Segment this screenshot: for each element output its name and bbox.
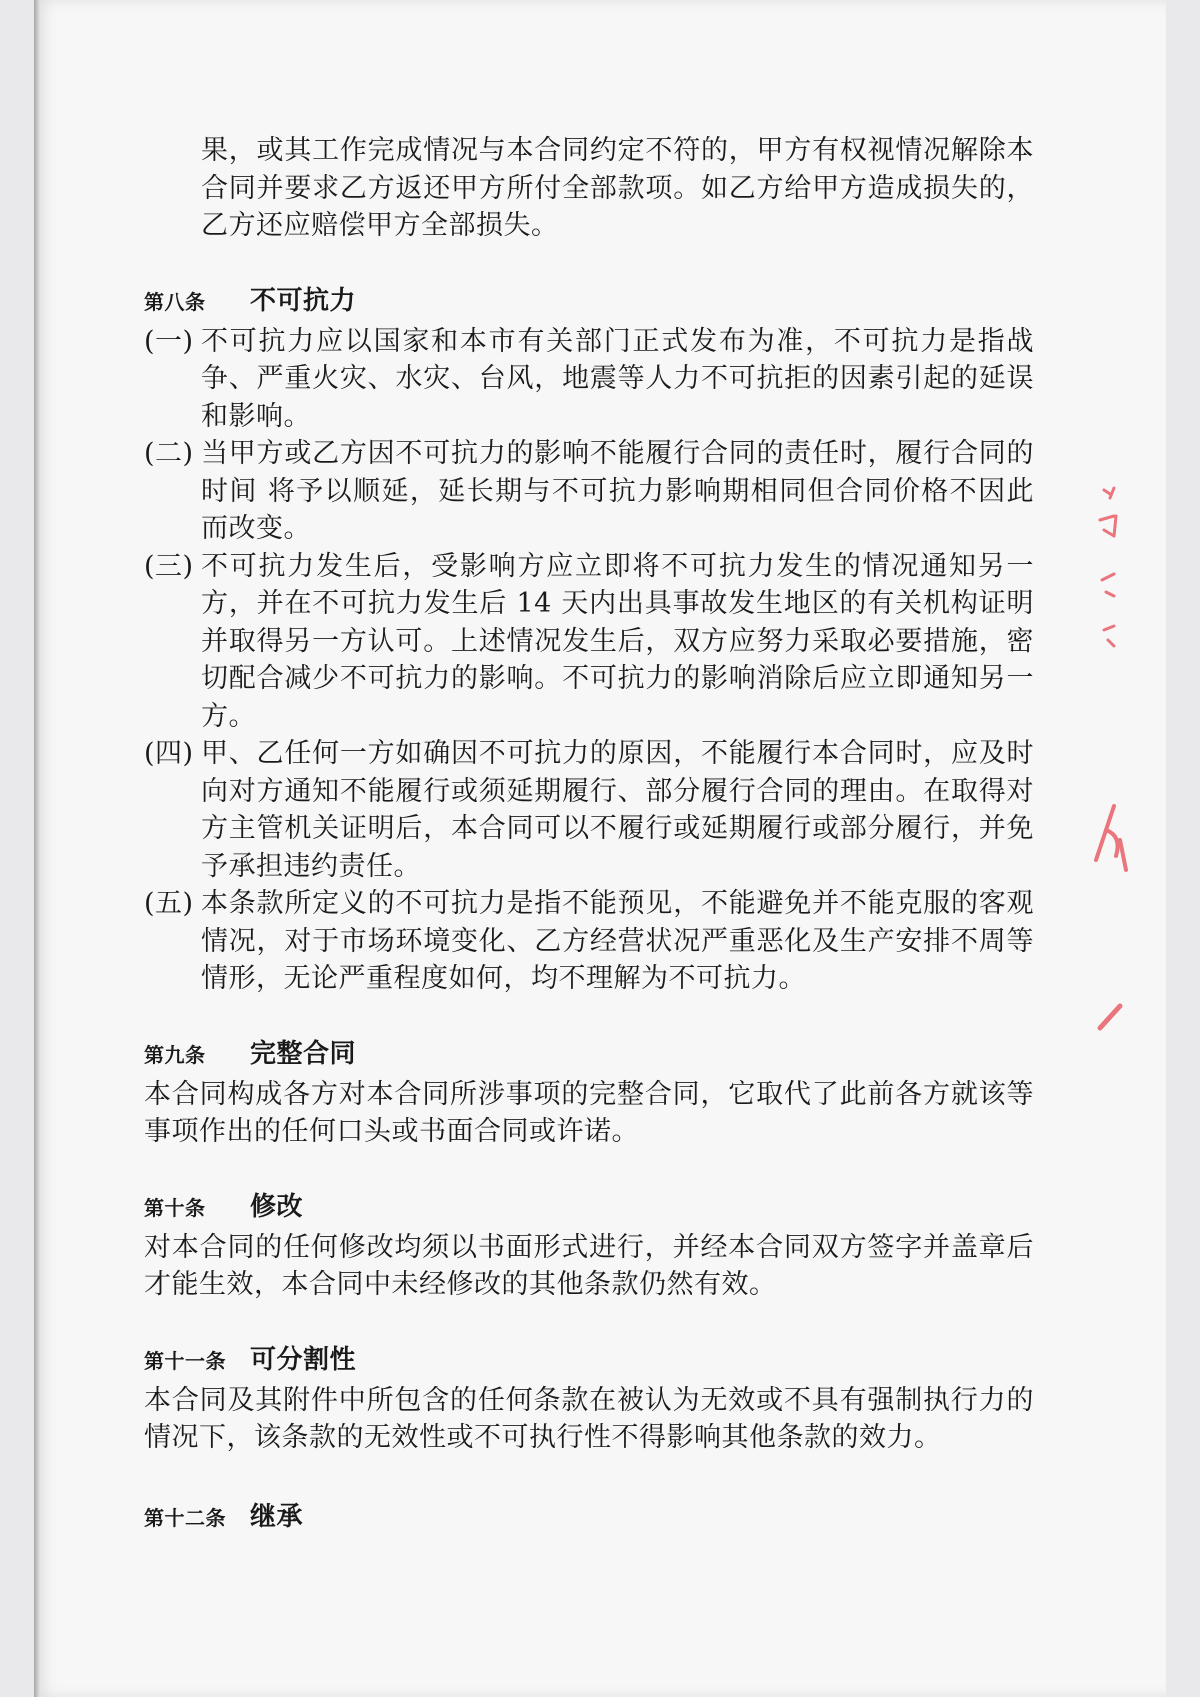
article-8-item-4 [144, 735, 1034, 885]
article-11-title: 可分割性 [250, 1344, 357, 1375]
article-12-label: 第十二条 [144, 1505, 226, 1530]
article-11-text: 本合同及其附件中所包含的任何条款在被认为无效或不具有强制执行力的情况下，该条款的无效性或不可执行性不得影响其他条款的效力。 [144, 1384, 1034, 1453]
article-8-heading [144, 283, 1034, 323]
article-11-label: 第十一条 [144, 1348, 226, 1373]
article-12-heading [144, 1499, 1034, 1539]
article-8-item-1 [144, 323, 1034, 436]
article-9-text: 本合同构成各方对本合同所涉事项的完整合同，它取代了此前各方就该等事项作出的任何口头或书面合同或许诺。 [144, 1078, 1034, 1147]
seal-fragment-icon [1090, 1000, 1130, 1040]
article-9-label: 第九条 [144, 1042, 206, 1067]
item-number: (四) [144, 738, 194, 769]
item-text: 甲、乙任何一方如确因不可抗力的原因，不能履行本合同时，应及时向对方通知不能履行或须延期履行、部分履行合同的理由。在取得对方主管机关证明后，本合同可以不履行或延期履行或部分履行，并免予承担违约责任。 [201, 738, 1034, 882]
article-10-title: 修改 [250, 1191, 304, 1222]
item-number: (三) [144, 550, 194, 582]
item-text: 不可抗力发生后，受影响方应立即将不可抗力发生的情况通知另一方，并在不可抗力发生后 14 天内出具事故发生地区的有关机构证明并取得另一方认可。上述情况发生后，双方应努力采取必要措施，密切配合减少不可抗力的影响。不可抗力的影响消除后应立即通知另一方。 [201, 550, 1034, 732]
article-10-label: 第十条 [144, 1195, 206, 1220]
article-9-title: 完整合同 [250, 1038, 357, 1069]
article-11-heading [144, 1342, 1034, 1382]
article-10-text: 对本合同的任何修改均须以书面形式进行，并经本合同双方签字并盖章后才能生效，本合同中未经修改的其他条款仍然有效。 [144, 1231, 1034, 1300]
seal-fragment-icon [1084, 800, 1134, 900]
article-8-item-5 [144, 885, 1034, 998]
article-8-title: 不可抗力 [250, 285, 357, 316]
article-12-title: 继承 [250, 1501, 304, 1532]
item-number: (一) [144, 325, 194, 357]
item-number: (二) [144, 438, 194, 469]
article-8-item-3 [144, 548, 1034, 736]
item-text: 不可抗力应以国家和本市有关部门正式发布为准，不可抗力是指战争、严重火灾、水灾、台风，地震等人力不可抗拒的因素引起的延误和影响。 [201, 325, 1034, 432]
document-page [34, 0, 1166, 1697]
article-8-item-2 [144, 435, 1034, 548]
contract-body [144, 132, 1034, 1539]
seal-fragment-icon [1090, 480, 1130, 680]
item-text: 本条款所定义的不可抗力是指不能预见，不能避免并不能克服的客观情况，对于市场环境变化、乙方经营状况严重恶化及生产安排不周等情形，无论严重程度如何，均不理解为不可抗力。 [201, 888, 1034, 994]
article-8-label: 第八条 [144, 289, 206, 314]
item-number: (五) [144, 888, 194, 919]
article-9-heading [144, 1036, 1034, 1076]
item-text: 当甲方或乙方因不可抗力的影响不能履行合同的责任时，履行合同的时间 将予以顺延，延长期与不可抗力影响期相同但合同价格不因此而改变。 [201, 438, 1034, 544]
intro-paragraph: 果，或其工作完成情况与本合同约定不符的，甲方有权视情况解除本合同并要求乙方返还甲方所付全部款项。如乙方给甲方造成损失的，乙方还应赔偿甲方全部损失。 [201, 135, 1034, 241]
article-10-heading [144, 1189, 1034, 1229]
